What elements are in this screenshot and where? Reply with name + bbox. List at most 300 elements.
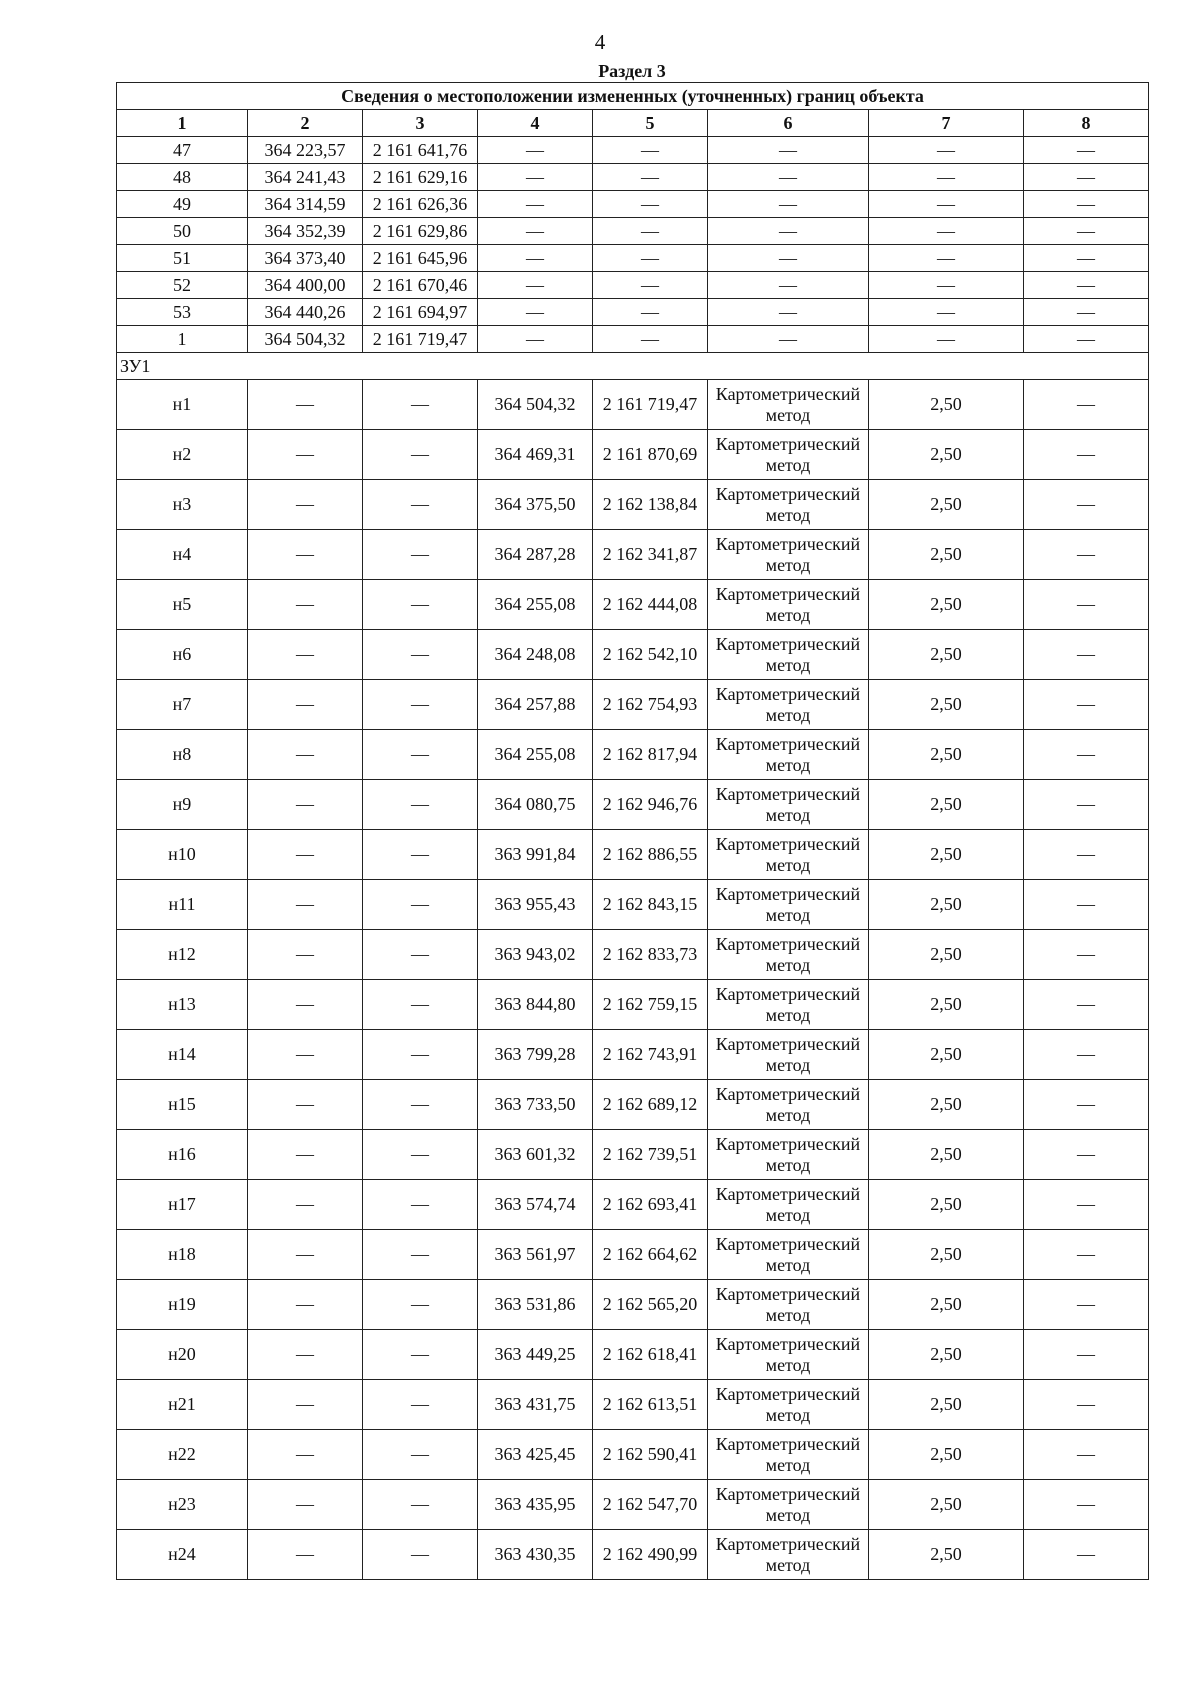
table-cell: — (363, 830, 478, 880)
table-cell: 2 162 547,70 (593, 1480, 708, 1530)
table-cell: — (363, 430, 478, 480)
table-caption-row (117, 83, 1149, 110)
table-cell: — (1024, 245, 1149, 272)
table-cell: н1 (117, 380, 248, 430)
table-cell: 363 991,84 (478, 830, 593, 880)
table-row (117, 530, 1149, 580)
table-cell: — (1024, 1480, 1149, 1530)
table-cell: — (1024, 299, 1149, 326)
table-cell: 364 241,43 (248, 164, 363, 191)
table-cell: н6 (117, 630, 248, 680)
table-row (117, 191, 1149, 218)
table-cell: Картометрический метод (708, 680, 869, 730)
table-cell: — (1024, 1380, 1149, 1430)
table-caption: Сведения о местоположении измененных (уточненных) границ объекта (117, 83, 1149, 110)
table-cell: н15 (117, 1080, 248, 1130)
table-cell: 2,50 (869, 1380, 1024, 1430)
table-cell: — (1024, 1330, 1149, 1380)
table-row (117, 430, 1149, 480)
table-cell: 2 162 739,51 (593, 1130, 708, 1180)
table-cell: 363 844,80 (478, 980, 593, 1030)
table-cell: 364 314,59 (248, 191, 363, 218)
table-row (117, 630, 1149, 680)
table-cell: 2 161 719,47 (363, 326, 478, 353)
table-cell: 364 375,50 (478, 480, 593, 530)
table-cell: — (248, 830, 363, 880)
table-cell: н18 (117, 1230, 248, 1280)
table-cell: Картометрический метод (708, 1330, 869, 1380)
table-cell: 2,50 (869, 530, 1024, 580)
table-cell: Картометрический метод (708, 980, 869, 1030)
table-cell: 2 162 833,73 (593, 930, 708, 980)
table-cell: 364 504,32 (248, 326, 363, 353)
table-cell: — (363, 480, 478, 530)
table-cell: — (248, 1030, 363, 1080)
table-cell: — (248, 1530, 363, 1580)
table-cell: 2 162 843,15 (593, 880, 708, 930)
table-cell: — (248, 1480, 363, 1530)
table-cell: 363 435,95 (478, 1480, 593, 1530)
table-cell: — (478, 272, 593, 299)
table-cell: Картометрический метод (708, 1530, 869, 1580)
table-cell: н21 (117, 1380, 248, 1430)
table-cell: — (248, 980, 363, 1030)
table-cell: — (708, 299, 869, 326)
table-cell: 52 (117, 272, 248, 299)
table-cell: — (708, 218, 869, 245)
table-cell: — (1024, 580, 1149, 630)
table-cell: 364 400,00 (248, 272, 363, 299)
table-row (117, 1280, 1149, 1330)
table-row (117, 1530, 1149, 1580)
table-row (117, 1230, 1149, 1280)
table-row (117, 730, 1149, 780)
table-cell: 363 601,32 (478, 1130, 593, 1180)
column-header: 5 (593, 110, 708, 137)
table-cell: 2 162 817,94 (593, 730, 708, 780)
table-cell: н12 (117, 930, 248, 980)
table-cell: — (1024, 830, 1149, 880)
table-cell: — (248, 1180, 363, 1230)
column-header: 2 (248, 110, 363, 137)
table-cell: Картометрический метод (708, 1030, 869, 1080)
table-row (117, 1430, 1149, 1480)
table-cell: 2,50 (869, 380, 1024, 430)
table-cell: — (478, 326, 593, 353)
table-cell: — (248, 1080, 363, 1130)
table-cell: 49 (117, 191, 248, 218)
table-cell: — (1024, 780, 1149, 830)
table-cell: 2 162 490,99 (593, 1530, 708, 1580)
table-cell: 2,50 (869, 480, 1024, 530)
table-cell: 2,50 (869, 430, 1024, 480)
table-row (117, 780, 1149, 830)
table-cell: — (708, 272, 869, 299)
table-cell: 2,50 (869, 1130, 1024, 1180)
table-cell: 2,50 (869, 1180, 1024, 1230)
table-cell: Картометрический метод (708, 480, 869, 530)
table-cell: 363 449,25 (478, 1330, 593, 1380)
table-cell: 364 440,26 (248, 299, 363, 326)
table-cell: 2,50 (869, 1080, 1024, 1130)
table-cell: Картометрический метод (708, 930, 869, 980)
table-cell: — (478, 191, 593, 218)
table-cell: 1 (117, 326, 248, 353)
table-cell: 2,50 (869, 680, 1024, 730)
table-cell: 2,50 (869, 1330, 1024, 1380)
table-cell: 2 161 629,86 (363, 218, 478, 245)
table-cell: Картометрический метод (708, 730, 869, 780)
table-cell: 51 (117, 245, 248, 272)
table-cell: 2,50 (869, 880, 1024, 930)
table-cell: 364 080,75 (478, 780, 593, 830)
table-cell: — (1024, 930, 1149, 980)
table-cell: н23 (117, 1480, 248, 1530)
table-cell: Картометрический метод (708, 1380, 869, 1430)
table-row (117, 680, 1149, 730)
table-cell: 363 955,43 (478, 880, 593, 930)
table-cell: — (593, 326, 708, 353)
column-header: 7 (869, 110, 1024, 137)
table-cell: — (248, 880, 363, 930)
table-cell: 2,50 (869, 1480, 1024, 1530)
table-cell: — (478, 164, 593, 191)
table-cell: — (1024, 730, 1149, 780)
table-cell: 2 161 719,47 (593, 380, 708, 430)
table-row (117, 1380, 1149, 1430)
table-cell: Картометрический метод (708, 1280, 869, 1330)
column-header: 3 (363, 110, 478, 137)
table-cell: — (869, 299, 1024, 326)
table-cell: — (1024, 218, 1149, 245)
table-row (117, 1130, 1149, 1180)
table-cell: — (478, 299, 593, 326)
table-cell: — (593, 299, 708, 326)
table-cell: — (248, 1230, 363, 1280)
table-cell: — (248, 580, 363, 630)
table-cell: 53 (117, 299, 248, 326)
table-row (117, 880, 1149, 930)
table-cell: 364 257,88 (478, 680, 593, 730)
table-cell: Картометрический метод (708, 1080, 869, 1130)
table-cell: 2 162 542,10 (593, 630, 708, 680)
table-cell: 2 162 754,93 (593, 680, 708, 730)
table-cell: 2 162 693,41 (593, 1180, 708, 1230)
section-title: Раздел 3 (598, 61, 666, 81)
table-cell: — (1024, 1430, 1149, 1480)
table-cell: — (248, 1130, 363, 1180)
table-cell: 2,50 (869, 930, 1024, 980)
table-cell: 2 162 946,76 (593, 780, 708, 830)
table-cell: — (708, 164, 869, 191)
table-cell: — (248, 530, 363, 580)
table-cell: 364 255,08 (478, 580, 593, 630)
group-label: ЗУ1 (117, 353, 1149, 380)
table-row (117, 164, 1149, 191)
column-header: 8 (1024, 110, 1149, 137)
column-header: 4 (478, 110, 593, 137)
table-cell: — (363, 880, 478, 930)
group-row (117, 353, 1149, 380)
table-cell: Картометрический метод (708, 830, 869, 880)
table-cell: — (248, 380, 363, 430)
table-cell: — (1024, 1230, 1149, 1280)
table-cell: н5 (117, 580, 248, 630)
table-cell: 2,50 (869, 580, 1024, 630)
table-cell: — (1024, 164, 1149, 191)
table-cell: — (363, 730, 478, 780)
table-cell: — (363, 680, 478, 730)
table-cell: — (363, 1080, 478, 1130)
table-cell: — (869, 137, 1024, 164)
table-cell: 2,50 (869, 980, 1024, 1030)
table-cell: — (363, 630, 478, 680)
table-cell: — (248, 930, 363, 980)
table-cell: 364 248,08 (478, 630, 593, 680)
table-cell: — (363, 1380, 478, 1430)
table-cell: — (363, 1180, 478, 1230)
table-cell: н24 (117, 1530, 248, 1580)
table-cell: 2 162 138,84 (593, 480, 708, 530)
table-cell: — (869, 245, 1024, 272)
table-row (117, 299, 1149, 326)
table-cell: — (363, 1280, 478, 1330)
table-cell: 2 161 670,46 (363, 272, 478, 299)
column-header: 6 (708, 110, 869, 137)
table-body (117, 83, 1149, 1580)
table-cell: — (478, 245, 593, 272)
table-cell: 2,50 (869, 1530, 1024, 1580)
table-cell: н4 (117, 530, 248, 580)
page-number: 4 (594, 30, 606, 54)
table-cell: н13 (117, 980, 248, 1030)
table-cell: 2 161 694,97 (363, 299, 478, 326)
table-cell: 2 162 743,91 (593, 1030, 708, 1080)
table-cell: 363 431,75 (478, 1380, 593, 1430)
table-cell: н8 (117, 730, 248, 780)
table-cell: — (1024, 1080, 1149, 1130)
table-cell: — (593, 245, 708, 272)
table-row (117, 380, 1149, 430)
table-cell: 364 373,40 (248, 245, 363, 272)
table-cell: н22 (117, 1430, 248, 1480)
table-cell: — (363, 530, 478, 580)
table-cell: 363 943,02 (478, 930, 593, 980)
table-row (117, 245, 1149, 272)
table-cell: 2 162 444,08 (593, 580, 708, 630)
table-cell: 2 162 759,15 (593, 980, 708, 1030)
table-cell: Картометрический метод (708, 1430, 869, 1480)
table-cell: — (1024, 880, 1149, 930)
table-cell: Картометрический метод (708, 880, 869, 930)
table-cell: 364 352,39 (248, 218, 363, 245)
table-cell: — (248, 1380, 363, 1430)
table-cell: Картометрический метод (708, 630, 869, 680)
table-cell: — (708, 191, 869, 218)
table-cell: — (869, 326, 1024, 353)
table-cell: Картометрический метод (708, 380, 869, 430)
table-row (117, 580, 1149, 630)
table-cell: — (478, 137, 593, 164)
table-cell: 2 162 565,20 (593, 1280, 708, 1330)
table-cell: — (708, 245, 869, 272)
table-cell: Картометрический метод (708, 580, 869, 630)
table-cell: — (1024, 191, 1149, 218)
table-cell: 2,50 (869, 1230, 1024, 1280)
table-cell: — (248, 1280, 363, 1330)
table-cell: — (363, 1030, 478, 1080)
table-cell: — (708, 326, 869, 353)
table-cell: — (869, 191, 1024, 218)
table-cell: Картометрический метод (708, 1230, 869, 1280)
table-cell: 2,50 (869, 830, 1024, 880)
table-cell: 2 162 618,41 (593, 1330, 708, 1380)
table-cell: — (363, 980, 478, 1030)
table-cell: — (363, 1130, 478, 1180)
table-cell: — (869, 218, 1024, 245)
table-cell: — (248, 780, 363, 830)
table-cell: 2,50 (869, 630, 1024, 680)
table-cell: — (593, 191, 708, 218)
table-cell: н11 (117, 880, 248, 930)
table-cell: 364 223,57 (248, 137, 363, 164)
table-row (117, 1480, 1149, 1530)
table-cell: — (1024, 1030, 1149, 1080)
table-row (117, 272, 1149, 299)
table-row (117, 1080, 1149, 1130)
table-cell: 2 162 689,12 (593, 1080, 708, 1130)
table-cell: 2,50 (869, 1280, 1024, 1330)
table-cell: н3 (117, 480, 248, 530)
table-cell: 2 162 886,55 (593, 830, 708, 880)
table-cell: — (248, 680, 363, 730)
table-cell: 364 504,32 (478, 380, 593, 430)
table-cell: 364 255,08 (478, 730, 593, 780)
table-row (117, 326, 1149, 353)
table-cell: н7 (117, 680, 248, 730)
table-cell: 363 574,74 (478, 1180, 593, 1230)
table-cell: 2,50 (869, 1430, 1024, 1480)
table-cell: 2 161 641,76 (363, 137, 478, 164)
table-cell: — (363, 1430, 478, 1480)
table-cell: — (1024, 380, 1149, 430)
table-cell: — (1024, 530, 1149, 580)
table-cell: н17 (117, 1180, 248, 1230)
table-cell: 363 425,45 (478, 1430, 593, 1480)
table-cell: 2,50 (869, 1030, 1024, 1080)
table-cell: 363 733,50 (478, 1080, 593, 1130)
table-cell: 364 469,31 (478, 430, 593, 480)
table-cell: — (363, 930, 478, 980)
table-row (117, 1180, 1149, 1230)
table-cell: — (1024, 1530, 1149, 1580)
table-cell: 363 799,28 (478, 1030, 593, 1080)
table-cell: Картометрический метод (708, 1180, 869, 1230)
table-cell: — (1024, 630, 1149, 680)
table-cell: 2 162 590,41 (593, 1430, 708, 1480)
table-row (117, 1030, 1149, 1080)
table-cell: — (1024, 1280, 1149, 1330)
table-cell: н10 (117, 830, 248, 880)
table-cell: 2 161 645,96 (363, 245, 478, 272)
table-row (117, 218, 1149, 245)
table-cell: — (593, 218, 708, 245)
table-cell: — (248, 1330, 363, 1380)
table-cell: 2,50 (869, 780, 1024, 830)
table-cell: Картометрический метод (708, 780, 869, 830)
table-cell: — (869, 272, 1024, 299)
table-cell: 364 287,28 (478, 530, 593, 580)
table-cell: 2 162 341,87 (593, 530, 708, 580)
table-cell: — (363, 380, 478, 430)
table-cell: 2 162 613,51 (593, 1380, 708, 1430)
table-cell: 363 430,35 (478, 1530, 593, 1580)
table-cell: — (363, 1480, 478, 1530)
table-cell: 363 531,86 (478, 1280, 593, 1330)
table-cell: — (593, 164, 708, 191)
column-header: 1 (117, 110, 248, 137)
table-cell: — (248, 630, 363, 680)
table-cell: — (248, 1430, 363, 1480)
column-header-row (117, 110, 1149, 137)
table-cell: Картометрический метод (708, 1480, 869, 1530)
table-cell: — (1024, 137, 1149, 164)
table-cell: — (1024, 680, 1149, 730)
table-cell: 2 162 664,62 (593, 1230, 708, 1280)
table-cell: — (1024, 1180, 1149, 1230)
table-cell: н20 (117, 1330, 248, 1380)
table-row (117, 137, 1149, 164)
table-cell: 48 (117, 164, 248, 191)
table-cell: — (248, 430, 363, 480)
table-cell: — (363, 1230, 478, 1280)
table-cell: — (1024, 1130, 1149, 1180)
table-cell: — (363, 1330, 478, 1380)
table-cell: н16 (117, 1130, 248, 1180)
boundary-table (116, 82, 1149, 1580)
table-cell: н19 (117, 1280, 248, 1330)
table-cell: — (1024, 272, 1149, 299)
table-cell: 363 561,97 (478, 1230, 593, 1280)
table-cell: н14 (117, 1030, 248, 1080)
table-cell: — (869, 164, 1024, 191)
table-row (117, 480, 1149, 530)
table-cell: — (248, 480, 363, 530)
table-cell: Картометрический метод (708, 430, 869, 480)
table-cell: 50 (117, 218, 248, 245)
table-cell: — (248, 730, 363, 780)
table-cell: — (363, 780, 478, 830)
table-cell: — (1024, 326, 1149, 353)
table-cell: 2 161 629,16 (363, 164, 478, 191)
table-cell: — (1024, 980, 1149, 1030)
table-cell: 2 161 870,69 (593, 430, 708, 480)
table-row (117, 830, 1149, 880)
table-cell: — (363, 580, 478, 630)
table-cell: 2 161 626,36 (363, 191, 478, 218)
table-row (117, 1330, 1149, 1380)
table-cell: — (1024, 480, 1149, 530)
table-cell: 47 (117, 137, 248, 164)
table-cell: — (363, 1530, 478, 1580)
table-cell: н9 (117, 780, 248, 830)
table-cell: Картометрический метод (708, 1130, 869, 1180)
table-row (117, 930, 1149, 980)
table-cell: — (593, 137, 708, 164)
table-cell: — (593, 272, 708, 299)
table-cell: — (708, 137, 869, 164)
table-cell: Картометрический метод (708, 530, 869, 580)
